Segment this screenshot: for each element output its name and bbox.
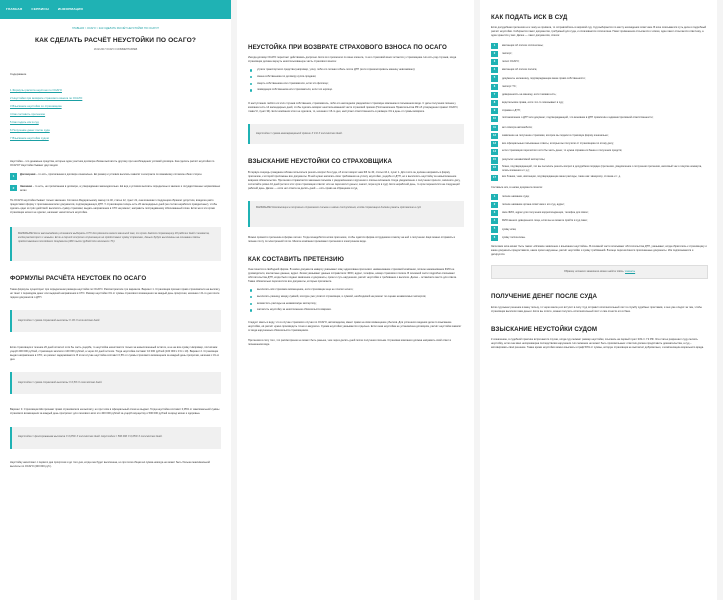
- list-item-text: сумму иска;: [502, 227, 517, 231]
- term: Законная: [20, 184, 33, 188]
- list-item-text: паспорт;: [502, 51, 513, 55]
- money-paragraph: Если суд вынес решение в вашу пользу, то через месяц его вступит в силу. Суд отправит исполнительный лист в службу судебных приставов, и они уже следят за тем, чтобы страховщик выплатил вам деньги. Если вы хотите, можно получить исполнительный лист и сам отнести его в банк.: [491, 305, 702, 313]
- claim-header-list: [491, 194, 708, 242]
- claim-paragraph-2: Следует иметь в виду, что в случае страхового случая по ОСАГО, автовладелец имеет право на своё возмещение убытков. Для успешного ведения дела по взысканию неустойки, её расчёт нужно производить точно и аккуратно. Сумма неустойки указывается отдельно. Если иная неустойка не установлена договором, расчёт неустойки зависит от вида нарушенных обязательств страховщиком.: [248, 321, 462, 333]
- law-paragraph: По ОСАГО неустойка бывает только законная. Согласно Федеральному закону № 40, статья 12, пункт 21, она возникает следующим образом: допустим, владелец авто предоставил форму с приложением всех документов, подтверждающих ДТП. У страховщика теперь есть 20 календарных дней (не считая нерабочих праздничных), чтобы сделать одно из трёх действий: выплатить сумму страховки; выдать направление в СТО на ремонт; направить пострадавшему обоснованный отказ. Если же в эти сроки страховщик ничего не сделал, начинает начисляться неустойка.: [10, 198, 218, 214]
- toc-link[interactable]: 6 Получение денег после суда: [10, 128, 50, 133]
- number-badge: 7: [491, 92, 498, 98]
- list-item: утрата транспортного средства (например, угон), либо его полная гибель после ДТП (если отремонтировать машину невозможно);: [248, 68, 464, 72]
- number-badge: 15: [491, 157, 498, 163]
- list-item: выплатить всё страховое возмещение, если страховщик еще не платил ничего;: [248, 288, 464, 292]
- term-text: – то есть, не прописанная в договоре, а утверждённая законодательно. Её вид и условия выплаты определены в законах и государственных нормативных актах.: [20, 184, 221, 192]
- list-item-text: результат независимой экспертизы;: [502, 158, 546, 162]
- refund-list: [248, 68, 464, 92]
- list-item: [491, 67, 708, 74]
- refund-intro: Иногда договор ОСАГО перестает действовать досрочно. Если это произошло по вине клиента, то его страховой взнос остается у страховщика. Но есть ряд случаев, когда страховщик должен вернуть неиспользованную часть страхового взноса:: [248, 56, 457, 64]
- list-item: [491, 141, 708, 148]
- number-badge: 12: [491, 133, 498, 139]
- page-title: КАК СДЕЛАТЬ РАСЧЁТ НЕУСТОЙКИ ПО ОСАГО?: [35, 37, 196, 45]
- list-item: [491, 42, 708, 49]
- list-item: [491, 124, 708, 131]
- number-badge: 14: [491, 149, 498, 155]
- toc-link[interactable]: 5 Как подать иск в суд: [10, 120, 39, 125]
- list-item: [491, 51, 708, 58]
- number-badge: 11: [491, 125, 498, 131]
- section-heading-claim: КАК СОСТАВИТЬ ПРЕТЕНЗИЮ: [248, 255, 344, 263]
- list-item-text: водительские права, если что-то показывает в суд;: [502, 101, 564, 105]
- breadcrumb[interactable]: ГЛАВНАЯ > ОСАГО > КАК СДЕЛАТЬ РАСЧЁТ НЕУСТОЙКИ ПО ОСАГО?: [72, 27, 159, 30]
- section-heading-money: ПОЛУЧЕНИЕ ДЕНЕГ ПОСЛЕ СУДА: [491, 293, 598, 301]
- number-badge: 3: [491, 210, 498, 216]
- number-badge: 6: [491, 235, 498, 241]
- formula-box: Неустойка = сумма невозвращенной премии X 1% X количество дней.: [248, 124, 464, 144]
- article-column-middle: [237, 0, 474, 600]
- collect-paragraph: В первую очередь гражданин обязан попытаться решить вопрос без суда, об этом говорит нам ФЗ № 40, статья 16.1, пункт 1. Для этого он должен направить в фирму претензию, к которой приложены все документы. В ней нужно написать свои требования на уплату неустойки, ущерба от ДТП, но и выплатить неустойку за невыполненное вовремя обязательство. Претензия отправляется заказным письмом с уведомлением о вручении и описью вложения. Когда уведомление о получении пришло, запишите дату, сосчитайте ровно 10 дней (если в этот срок страховщик ответит или не перечислит деньги, значит, пора идти в суд). Если нерабочий день, то срок переносится на следующий рабочий день. Далее — если нет ответа за десять дней — есть право на обращение в суд.: [248, 170, 461, 190]
- number-badge: 10: [491, 116, 498, 122]
- court-documents-list: [491, 42, 708, 181]
- toc-link[interactable]: 7 Взыскание неустойки судом: [10, 136, 49, 141]
- toc-heading: Содержание: [10, 71, 27, 76]
- list-item: [491, 108, 708, 115]
- list-item: заплатить неустойку за неисполнение обязательств вовремя.: [248, 308, 464, 312]
- intro-paragraph: Неустойка – это денежные средства, которые один участник договора обязан выплатить другому при несоблюдении условий договора. Как сделать расчёт неустойки по ОСАГО? Неустойки бывают двух видов:: [10, 160, 215, 168]
- list-item: [491, 226, 708, 233]
- court-intro: Если досудебная претензия ни к чему не привела, то отправляйтесь в мировой суд. Суд выбирается по месту нахождения ответчика. В иске описывается суть дела и подробный расчёт неустойки. Собирается пакет документов, требуемый для суда, и оплачивается госпошлина. Пакет применения отсылается с иском, один пакет отсылается ответчику, а один хранится у вас. Далее — пакет документов, список:: [491, 26, 707, 38]
- list-item-text: доверенность на машину, если таковая есть;: [502, 92, 557, 96]
- toc-link[interactable]: 1 Формулы расчёта неустоек по ОСАГО: [10, 88, 62, 93]
- list-item-text: полное название органа ответчика и его суд, адрес;: [502, 203, 565, 206]
- list-item: [491, 92, 708, 99]
- list-item-text: квитанция об оплате госпошлины;: [502, 43, 544, 47]
- section-heading-court-collect: ВЗЫСКАНИЕ НЕУСТОЙКИ СУДОМ: [491, 325, 598, 333]
- table-of-contents: [10, 86, 221, 142]
- number-badge: 8: [491, 100, 498, 106]
- formulas-paragraph: Такие формулы существуют при определении размера неустойки по ОСАГО. Рассмотрим все три варианта. Вариант 1. Страховщик признал право страхователя на выплату, но тянет с переводом денег или выдачей направления в СТО. Размер неустойки 1% от суммы страхового возмещения за каждый день просрочки, начиная с 21-го дня после подачи документов о ДТП.: [10, 288, 221, 300]
- number-badge: 4: [491, 218, 498, 224]
- number-badge: 2: [491, 202, 498, 208]
- number-badge: 4: [491, 67, 498, 73]
- example-paragraph: Если страховщик в течение 20 дней оплатил хотя бы часть ущерба, то неустойка начисляется только за невыплаченный остаток, а не на всю сумму. Например, посчитаем: ущерб 200 000 рублей, страховщик заплатил 100 000 рублей, а через 10 дней остаток. Тогда неустойка составит 10 000 рублей (100 000 х 1% х 10). Вариант 2. Страховщик выдал направление в СТО, но ремонт задерживается. В этом случае неустойка составит 0,5% от суммы страхового возмещения за каждый день просрочки, начиная с 31-го дня.: [10, 346, 220, 362]
- list-item: [491, 194, 708, 201]
- list-item: [491, 116, 708, 123]
- number-badge: 1: [10, 173, 17, 180]
- list-item: [491, 59, 708, 66]
- claim-list: [248, 288, 464, 312]
- list-item-text: справка о ДТП;: [502, 109, 521, 113]
- article-column-right: [480, 0, 717, 600]
- list-item-text: паспорт ТС;: [502, 84, 517, 88]
- list-item-text: документы на машину, подтверждающие ваше право собственности;: [502, 76, 586, 80]
- section-heading-collect: ВЗЫСКАНИЕ НЕУСТОЙКИ СО СТРАХОВЩИКА: [248, 158, 393, 166]
- section-heading-court: КАК ПОДАТЬ ИСК В СУД: [491, 14, 568, 21]
- list-item: [491, 202, 708, 209]
- list-item: [491, 75, 708, 82]
- top-nav: [0, 0, 231, 19]
- list-item: [491, 218, 708, 225]
- list-item-text: заявление на получение страховки, которое вы подали в страховую фирму изначально;: [502, 133, 609, 137]
- list-item: [10, 185, 221, 193]
- list-item: смерть собственника или страхователя, если это физлицо;: [248, 82, 464, 86]
- claim-paragraph: Она пишется в свободной форме. В шапке документа наверху указывают кому адресована претензия: наименование страховой компании, полное наименование ФИО ее руководителя, контактные данные, адрес. Затем указывают данные отправителя: ФИО, адрес, телефон, номер страхового полиса. В основной части подробно описывают обстоятельства ДТП, когда было подано заявление и документы, сроки и суть нарушения, расчёт неустойки и требование о выплате. Далее – оставляете место для ответа. Также обязательно перечислите все документы, которые прилагаете.: [248, 268, 457, 284]
- number-badge: 16: [491, 165, 498, 171]
- list-item-text: все официальные письменные ответы, которые вы получили от страховщика по этому делу;: [502, 142, 614, 146]
- list-item-text: свое ФИО, адрес для получения корреспонденции, телефон для связи;: [502, 211, 589, 215]
- list-item-text: полис ОСАГО;: [502, 60, 520, 64]
- article-column-left: [0, 0, 231, 600]
- list-item-text: акт осмотра автомобиля;: [502, 125, 533, 129]
- notice-box: ВНИМАНИЕ! Компенсация в получении страхового письма и имени поступления, когда страховщик должен узнать претензию в суд.: [248, 201, 464, 227]
- number-badge: 2: [491, 51, 498, 57]
- download-box-text: Образец искового заявления можно найти здесь:: [563, 270, 626, 274]
- formula-box: Неустойка = сумма страховой выплаты X 0,5% X количество дней.: [10, 372, 221, 394]
- court-paragraph: Заголовок иска может быть таким: «Исковое заявление о взыскании неустойки». В основной части описывают обстоятельства ДТП, указывают, когда обратились к страховщику и какие документы предоставили, какие сроки нарушены, расчёт неустойки и сумму требований. В конце перечисляются приложенные документы. Иск подписывается и датируется.: [491, 245, 707, 257]
- number-badge: 9: [491, 108, 498, 114]
- list-item: [491, 83, 708, 90]
- number-badge: 6: [491, 84, 498, 90]
- variant3-paragraph: Вариант 3. Страховщик НЕ признает право страхователя на выплату, но при этом в официальный отказ не выдает. Тогда неустойка составит 0,05% от максимальной суммы страхового возмещения за каждый день просрочки: для легкового авто это 400 000 рублей за ущерб имуществу и 500 000 рублей за вред жизни и здоровью.: [10, 408, 220, 416]
- article-meta: 18.02.2017 ОСАГО 0 КОММЕНТАРИЕВ: [93, 48, 138, 52]
- section-heading-formulas: ФОРМУЛЫ РАСЧЁТА НЕУСТОЕК ПО ОСАГО: [10, 274, 147, 282]
- term-text: – то есть, прописанная в договоре изначально. Её размер и условия выплаты зависят в контракте по взаимному согласию обеих сторон.: [35, 173, 203, 177]
- list-item: [491, 133, 708, 140]
- list-item: [491, 149, 708, 156]
- list-item: ликвидация собственника или страхователя, если это юрлицо.: [248, 88, 464, 92]
- claim-paragraph-3: Претензия в силу того, что рассмотрение не может быть раньше, чем через десять дней после получения письма. Страховая компания должна направить свой ответ в письменном виде.: [248, 339, 452, 347]
- court-mid-text: Составьте иск, в шапке документа пишите:: [491, 185, 543, 189]
- number-badge: 13: [491, 141, 498, 147]
- list-item-text: если страховщик перечислил хотя бы часть денег, то нужна справка из банка о получении средств;: [502, 148, 623, 152]
- list-item: [491, 234, 708, 241]
- list-item: [491, 165, 708, 173]
- list-item: [491, 100, 708, 107]
- refund-paragraph: О наступлении любого из этих случаев собственник, страхователь, либо его наследники уведомляют страховую компанию в письменном виде. С даты получения письма у компании есть 14 календарных дней, чтобы сделать возврат неиспользованной части страховой премии (Постановление Правительства РФ об утверждении правил ОСАГО, глава VI, пункт 34). Если компания этого не сделала, то, начиная с 15-го дня, наступает ответственность в размере 1% в день от суммы возврата.: [248, 102, 459, 114]
- toc-link[interactable]: 3 Взыскание неустойки со страховщика: [10, 104, 62, 109]
- number-badge: 3: [491, 59, 498, 65]
- nav-item-services[interactable]: СЕРВИСЫ: [31, 7, 49, 12]
- court-collect-paragraph: К сожалению, в судебной практике встречаются случаи, когда суд снижает размер неустойки, ссылаясь на первый пункт 333 ст. ГК РФ. Эта статья разрешает суду снизить неустойку, если она явно несоразмерна последствиям нарушения. Но снижение не может быть произвольным: ответчик должен представить доказательства, а суд – мотивировать своё решение. Также кроме неустойки можно взыскать штраф 50% от суммы, которую страховщик не выплатил добровольно, и компенсацию морального вреда.: [491, 338, 704, 350]
- formula-box: Неустойка = сумма страховой выплаты X 1% X количество дней.: [10, 310, 221, 332]
- list-item: [491, 210, 708, 217]
- list-item-text: постановление о ДТП или документ, подтверждающий, что виновник в ДТП привлечён к административной ответственности;: [502, 116, 654, 120]
- list-item: выплатить разницу между суммой, которую уже уплатил страховщик, и суммой, необходимой на ремонт по оценке независимых экспертов;: [248, 295, 464, 299]
- formula-box: Неустойка = фиксированная выплата X 0,05% X количество дней. Неустойка = 500 000 X 0,05% X количество дней.: [10, 427, 221, 449]
- list-item: возместить расходы на независимую экспертизу;: [248, 302, 464, 306]
- closing-paragraph: Неустойку начисляют с первого дня просрочки и до того дня, когда она будет выплачена, но при этом общая её сумма никогда не может быть больше максимальной выплаты по ОСАГО (400 000 руб.).: [10, 460, 210, 468]
- list-item-text: сумму госпошлины.: [502, 235, 526, 239]
- number-badge: 5: [491, 75, 498, 81]
- download-link[interactable]: скачать: [625, 270, 636, 274]
- list-item: [491, 157, 708, 164]
- nav-item-info[interactable]: ИНФОРМАЦИЯ: [57, 7, 83, 12]
- term: Договорная: [20, 173, 36, 177]
- list-item-text: полное название суда;: [502, 194, 530, 198]
- toc-link[interactable]: 2 Неустойки при возврате страхового взноса по ОСАГО: [10, 96, 83, 101]
- list-item: [10, 173, 221, 180]
- download-box: [491, 265, 708, 279]
- notice-box: ВНИМАНИЕ! Если автовладелец отказался выбирать СТО для ремонта своего машиной сам, то сроки дается страховщику 20 рабочих дней с момента, когда рассмотрит с новыми. Если в период отсрочки страховщик не предоставил сумму страховки, деньги будут выплачены на основании даты предоставления последнего документа (400 тысяч рублей для легкового ТС).: [10, 227, 221, 261]
- list-item-text: все бланки, чеки, квитанции, подтверждающие ваши расходы, такие как: эвакуатор, стоянка и т. д.: [502, 174, 621, 178]
- number-badge: 17: [491, 175, 498, 181]
- collect-paragraph-2: Можно провести претензию в форме летних. Тогда понадобится копия претензии, чтобы сдаётся фирма сотрудником отметку на ней о получении. Ещё можно отправить в письме почту по электронной почте. Многие компании принимают претензии в электронном виде.: [248, 235, 456, 243]
- list-item-text: ФИО вашего доверенного лица, если вы не можете прийти в суд сами;: [502, 219, 588, 223]
- list-item-text: квитанция об оплате полиса;: [502, 68, 537, 72]
- toc-link[interactable]: 4 Как составить претензию: [10, 112, 46, 117]
- list-item: смена собственника по договору купли-продажи;: [248, 75, 464, 79]
- number-badge: 1: [491, 194, 498, 200]
- number-badge: 2: [10, 185, 17, 192]
- nav-item-home[interactable]: ГЛАВНАЯ: [6, 7, 23, 12]
- section-heading-refund: НЕУСТОЙКА ПРИ ВОЗВРАТЕ СТРАХОВОГО ВЗНОСА ПО ОСАГО: [248, 44, 447, 51]
- number-badge: 5: [491, 226, 498, 232]
- number-badge: 1: [491, 43, 498, 49]
- list-item: [491, 175, 708, 182]
- list-item-text: бланк, подтверждающий, что вы пытались решить вопрос в досудебном порядке (претензия, уведомление о получении претензии, кассовый чек о покупке конверта, опись вложения и т.д.);: [502, 165, 702, 173]
